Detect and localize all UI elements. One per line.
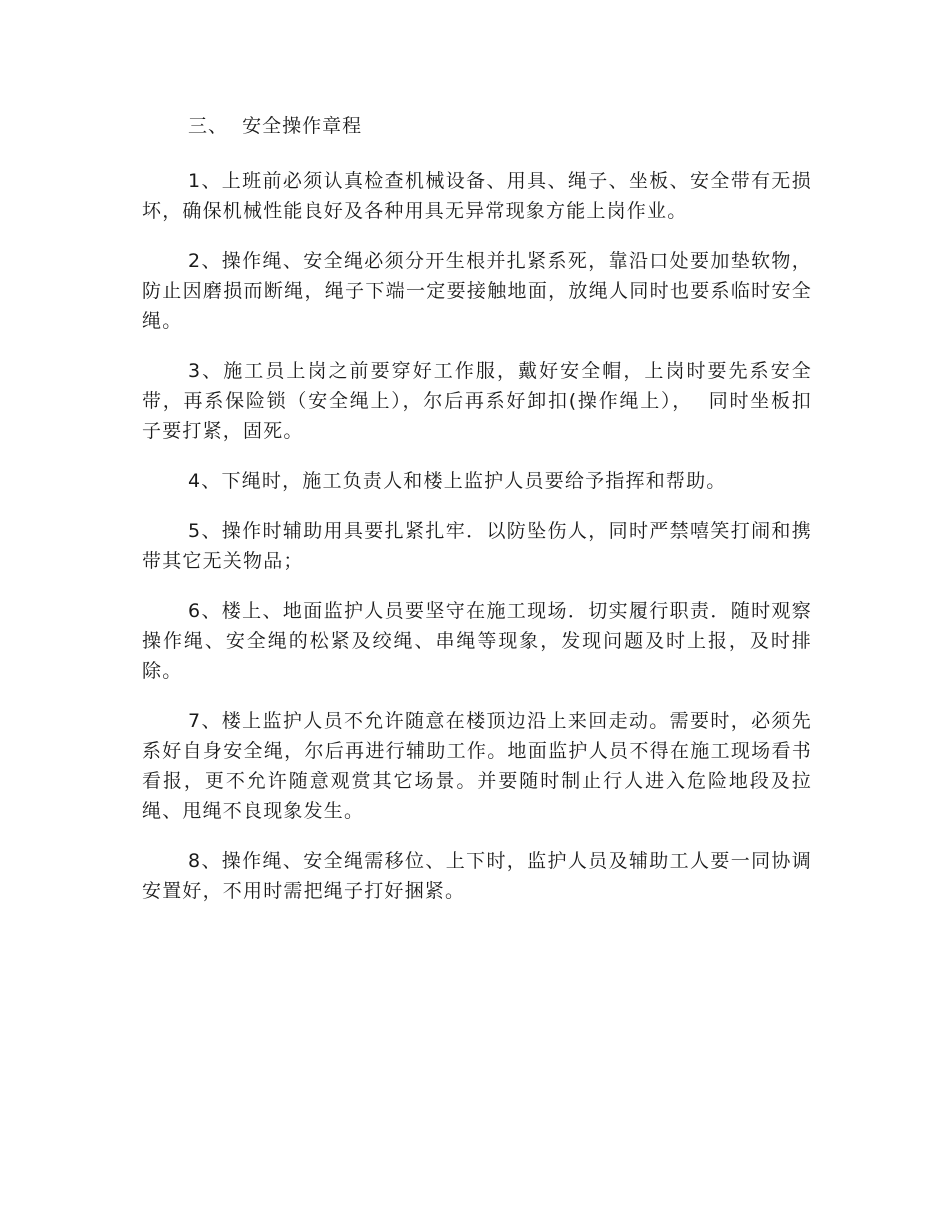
paragraph-2: 2、操作绳、安全绳必须分开生根并扎紧系死，靠沿口处要加垫软物，防止因磨损而断绳，绳子下端一定要接触地面，放绳人同时也要系临时安全绳。 (142, 250, 812, 332)
paragraph-5: 5、操作时辅助用具要扎紧扎牢．以防坠伤人，同时严禁嘻笑打闹和携带其它无关物品； (142, 520, 812, 572)
paragraph-7: 7、楼上监护人员不允许随意在楼顶边沿上来回走动。需要时，必须先系好自身安全绳，尔后再进行辅助工作。地面监护人员不得在施工现场看书看报，更不允许随意观赏其它场景。并要随时制止行人进入危险地段及拉绳、甩绳不良现象发生。 (142, 710, 812, 822)
document-body (142, 166, 812, 926)
paragraph-8: 8、操作绳、安全绳需移位、上下时，监护人员及辅助工人要一同协调安置好，不用时需把绳子打好捆紧。 (142, 850, 812, 902)
paragraph-6: 6、楼上、地面监护人员要坚守在施工现场．切实履行职责．随时观察操作绳、安全绳的松紧及绞绳、串绳等现象，发现问题及时上报，及时排除。 (142, 600, 812, 682)
section-heading: 三、 安全操作章程 (188, 115, 363, 137)
paragraph-4: 4、下绳时，施工负责人和楼上监护人员要给予指挥和帮助。 (188, 470, 727, 492)
paragraph-1: 1、上班前必须认真检查机械设备、用具、绳子、坐板、安全带有无损坏，确保机械性能良好及各种用具无异常现象方能上岗作业。 (142, 170, 812, 222)
paragraph-3: 3、施工员上岗之前要穿好工作服，戴好安全帽，上岗时要先系安全带，再系保险锁（安全绳上），尔后再系好卸扣(操作绳上）， 同时坐板扣子要打紧，固死。 (142, 360, 812, 442)
